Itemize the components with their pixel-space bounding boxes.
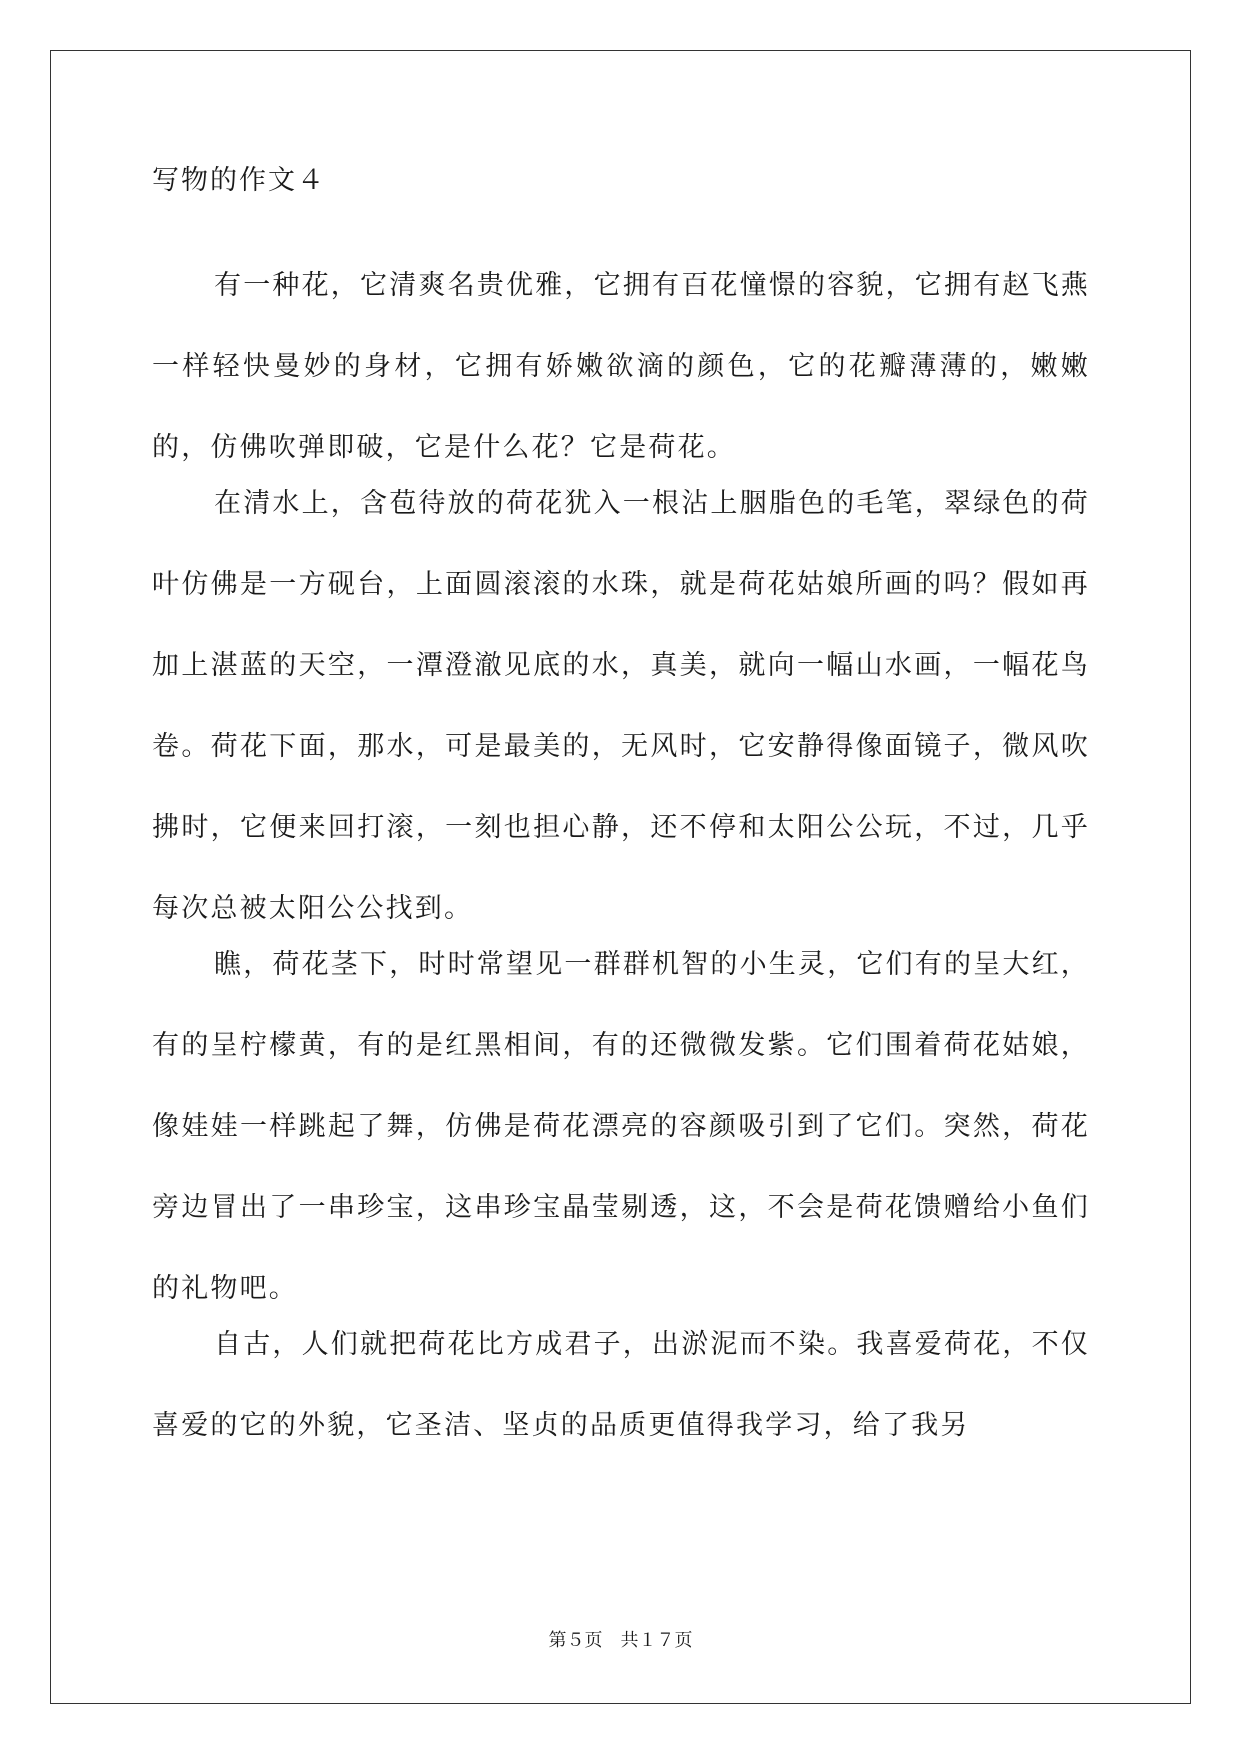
document-title: 写物的作文４ [152, 165, 326, 196]
page-total: 共１７页 [620, 1630, 693, 1651]
paragraph-3: 瞧，荷花茎下，时时常望见一群群机智的小生灵，它们有的呈大红，有的呈柠檬黄，有的是红黑相间，有的还微微发紫。它们围着荷花姑娘，像娃娃一样跳起了舞，仿佛是荷花漂亮的容颜吸引到了它们。突然，荷花旁边冒出了一串珍宝，这串珍宝晶莹剔透，这，不会是荷花馈赠给小鱼们的礼物吧。 [152, 949, 1090, 1304]
paragraph-1: 有一种花，它清爽名贵优雅，它拥有百花憧憬的容貌，它拥有赵飞燕一样轻快曼妙的身材，它拥有娇嫩欲滴的颜色，它的花瓣薄薄的，嫩嫩的，仿佛吹弹即破，它是什么花？它是荷花。 [152, 270, 1090, 463]
paragraph-2: 在清水上，含苞待放的荷花犹入一根沾上胭脂色的毛笔，翠绿色的荷叶仿佛是一方砚台，上面圆滚滚的水珠，就是荷花姑娘所画的吗？假如再加上湛蓝的天空，一潭澄澈见底的水，真美，就向一幅山水画，一幅花鸟卷。荷花下面，那水，可是最美的，无风时，它安静得像面镜子，微风吹拂时，它便来回打滚，一刻也担心静，还不停和太阳公公玩，不过，几乎每次总被太阳公公找到。 [152, 488, 1090, 924]
document-body [152, 166, 1090, 1466]
page-footer [0, 1630, 1241, 1652]
paragraph-4: 自古，人们就把荷花比方成君子，出淤泥而不染。我喜爱荷花，不仅喜爱的它的外貌，它圣洁、坚贞的品质更值得我学习，给了我另 [152, 1329, 1090, 1441]
page-number: 第５页 [548, 1630, 603, 1651]
